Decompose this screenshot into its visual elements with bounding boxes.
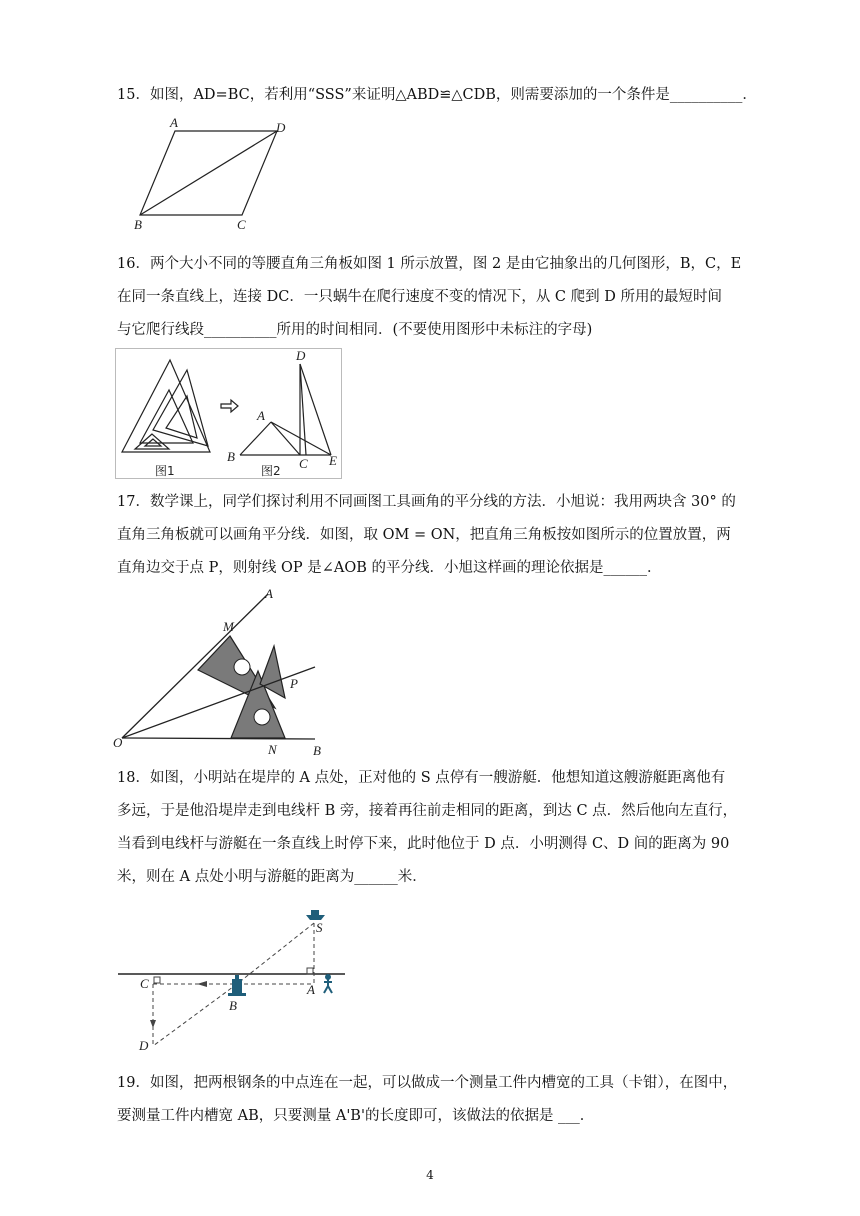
q18-line-2: 多远，于是他沿堤岸走到电线杆 B 旁，接着再往前走相同的距离，到达 C 点．然后他向左直行， [117,803,738,819]
q16-caption-2: 图2 [261,464,281,478]
q16-figure [115,348,343,480]
q18-line-1: 18．如图，小明站在堤岸的 A 点处，正对他的 S 点停有一艘游艇．他想知道这艘游艇距离他有 [117,770,726,786]
q18-label-c: C [140,976,149,991]
q16-label-a: A [257,408,265,423]
q16-label-b: B [227,449,235,464]
q18-label-d: D [139,1038,149,1053]
q15-figure [125,118,295,234]
q15-text: 15．如图，AD=BC，若利用“SSS”来证明△ABD≌△CDB，则需要添加的一个条件是__________． [117,87,757,103]
q17-label-m: M [223,619,234,634]
q18-text [117,762,747,894]
boat-icon [306,910,325,920]
q17-line-3: 直角边交于点 P，则射线 OP 是∠AOB 的平分线．小旭这样画的理论依据是______． [117,560,662,576]
q18-label-a: A [307,982,315,997]
q16-line-3: 与它爬行线段__________所用的时间相同．(不要使用图形中未标注的字母) [117,322,593,338]
q15-label-c: C [237,217,246,232]
q16-line-1: 16．两个大小不同的等腰直角三角板如图 1 所示放置，图 2 是由它抽象出的几何图形，B，C，E [117,256,742,272]
q16-label-c: C [299,456,308,471]
q19-text [117,1067,747,1133]
q17-label-p: P [290,676,298,691]
q18-figure [115,900,350,1058]
person-icon [324,975,332,993]
q15-label-d: D [276,120,286,135]
q16-line-2: 在同一条直线上，连接 DC．一只蜗牛在爬行速度不变的情况下，从 C 爬到 D 所用的最短时间 [117,289,722,305]
q17-label-a: A [265,586,273,601]
q17-label-n: N [268,742,277,756]
pole-icon [228,975,246,996]
q16-text [117,248,747,347]
q16-caption-1: 图1 [155,464,175,478]
q18-label-s: S [316,920,323,935]
q17-label-o: O [113,735,123,750]
q17-figure [110,586,332,756]
q19-line-2: 要测量工件内槽宽 AB，只要测量 A'B'的长度即可，该做法的依据是 ___． [117,1108,595,1124]
q17-label-b: B [313,743,321,756]
q16-label-d: D [296,348,306,363]
q17-line-2: 直角三角板就可以画角平分线．如图，取 OM = ON，把直角三角板按如图所示的位置放置，两 [117,527,731,543]
q16-label-e: E [329,453,337,468]
q18-label-b: B [229,998,237,1013]
q19-line-1: 19．如图，把两根钢条的中点连在一起，可以做成一个测量工件内槽宽的工具（卡钳），在图中， [117,1075,738,1091]
q18-line-4: 米，则在 A 点处小明与游艇的距离为______米． [117,869,427,885]
q18-line-3: 当看到电线杆与游艇在一条直线上时停下来，此时他位于 D 点．小明测得 C、D 间的距离为 90 [117,836,730,852]
q17-text [117,486,747,585]
q15-label-b: B [134,217,142,232]
q17-line-1: 17．数学课上，同学们探讨利用不同画图工具画角的平分线的方法．小旭说：我用两块含 30° 的 [117,494,736,510]
q15-label-a: A [170,118,178,130]
page-number: 4 [426,1168,434,1182]
